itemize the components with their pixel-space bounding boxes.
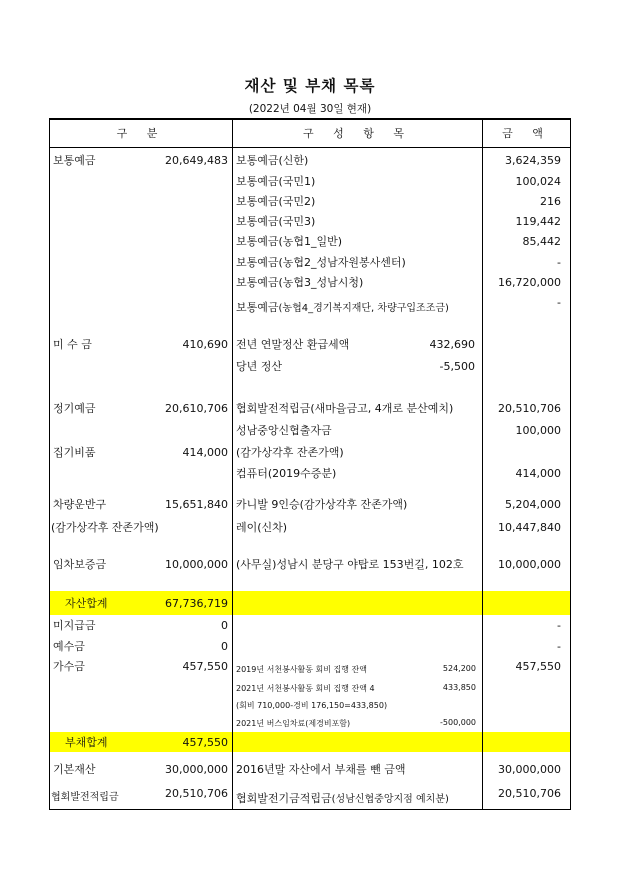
liability-total-label: 부채합계 bbox=[65, 736, 108, 749]
component-amount: 100,000 bbox=[515, 424, 561, 437]
component-name: 컴퓨터(2019수증분) bbox=[236, 467, 337, 480]
row-total-fixed-deposit: 20,610,706 bbox=[165, 402, 228, 415]
component-amount: 5,204,000 bbox=[505, 498, 561, 511]
row-label-vehicle: 차량운반구 bbox=[53, 498, 107, 511]
component-name: 성남중앙신협출자금 bbox=[236, 424, 332, 437]
component-amount: 20,510,706 bbox=[498, 402, 561, 415]
component-name bbox=[236, 787, 449, 806]
row-total-equipment: 414,000 bbox=[182, 446, 228, 459]
table-right-border bbox=[570, 118, 571, 810]
component-name: 카니발 9인승(감가상각후 잔존가액) bbox=[236, 498, 408, 511]
row-label-suspense: 가수금 bbox=[53, 660, 85, 673]
table-top-border bbox=[49, 118, 571, 120]
row-total-vehicle: 15,651,840 bbox=[165, 498, 228, 511]
component-name: (사무실)성남시 분당구 야탑로 153번길, 102호 bbox=[236, 558, 464, 571]
component-name: 보통예금(신한) bbox=[236, 154, 309, 167]
row-label-fixed-deposit: 정기예금 bbox=[53, 402, 96, 415]
component-amount: 216 bbox=[540, 195, 561, 208]
row-label-basic-equity: 기본재산 bbox=[53, 763, 96, 776]
component-name: 보통예금(국민2) bbox=[236, 195, 316, 208]
header-bottom-border bbox=[49, 147, 571, 148]
asset-total-value: 67,736,719 bbox=[165, 597, 228, 610]
component-name: 2021년 서천봉사활동 회비 집행 잔액 4 bbox=[236, 684, 375, 693]
row-label-deposit: 보통예금 bbox=[53, 154, 96, 167]
component-amount: 30,000,000 bbox=[498, 763, 561, 776]
component-subamount: -5,500 bbox=[439, 360, 475, 373]
row-total-development-fund: 20,510,706 bbox=[165, 787, 228, 800]
component-subamount: 433,850 bbox=[442, 683, 476, 692]
component-amount: - bbox=[557, 619, 561, 632]
component-subamount: -500,000 bbox=[440, 718, 476, 727]
row-total-suspense: 457,550 bbox=[182, 660, 228, 673]
component-subamount: 524,200 bbox=[442, 664, 476, 673]
asset-total-highlight bbox=[50, 591, 570, 615]
component-name: 보통예금(농협2_성남자원봉사센터) bbox=[236, 256, 406, 269]
header-amount: 금 액 bbox=[502, 127, 551, 140]
component-amount: - bbox=[557, 640, 561, 653]
row-total-payable: 0 bbox=[221, 619, 228, 632]
component-amount: 85,442 bbox=[522, 235, 561, 248]
component-amount: 3,624,359 bbox=[505, 154, 561, 167]
row-label-deposit-received: 예수금 bbox=[53, 640, 85, 653]
row-label-equipment: 집기비품 bbox=[53, 446, 96, 459]
row-label-receivable: 미 수 금 bbox=[53, 338, 92, 351]
liability-total-value: 457,550 bbox=[182, 736, 228, 749]
component-name: 당년 정산 bbox=[236, 360, 283, 373]
component-name: 2016년말 자산에서 부채를 뺀 금액 bbox=[236, 763, 406, 776]
component-name: 2021년 버스임차료(제경비포함) bbox=[236, 719, 351, 728]
component-name: (회비 710,000-경비 176,150=433,850) bbox=[236, 701, 388, 710]
asset-total-label: 자산합계 bbox=[65, 597, 108, 610]
component-name: 2019년 서천봉사활동 회비 집행 잔액 bbox=[236, 665, 367, 674]
component-amount: 100,024 bbox=[515, 175, 561, 188]
component-amount: - bbox=[557, 296, 561, 309]
page-subtitle: (2022년 04월 30일 현재) bbox=[248, 103, 372, 115]
page-title: 재산 및 부채 목록 bbox=[244, 77, 376, 95]
component-name-sub: (농협4_경기복지재단, 차량구입조조금) bbox=[278, 303, 449, 314]
component-amount: 16,720,000 bbox=[498, 276, 561, 289]
row-label-vehicle-note: (감가상각후 잔존가액) bbox=[51, 521, 159, 534]
component-amount: 119,442 bbox=[515, 215, 561, 228]
component-name: 전년 연말정산 환급세액 bbox=[236, 338, 350, 351]
component-name: 보통예금(국민1) bbox=[236, 175, 316, 188]
row-total-lease-deposit: 10,000,000 bbox=[165, 558, 228, 571]
component-name-main: 보통예금 bbox=[236, 301, 279, 314]
table-divider-1 bbox=[232, 118, 233, 810]
component-amount: 10,000,000 bbox=[498, 558, 561, 571]
header-category: 구 분 bbox=[116, 127, 166, 140]
row-label-payable: 미지급금 bbox=[53, 619, 96, 632]
liability-total-highlight bbox=[50, 732, 570, 752]
component-name: (감가상각후 잔존가액) bbox=[236, 446, 344, 459]
component-name: 레이(신차) bbox=[236, 521, 288, 534]
component-amount: - bbox=[557, 256, 561, 269]
component-amount: 10,447,840 bbox=[498, 521, 561, 534]
row-label-lease-deposit: 임차보증금 bbox=[53, 558, 107, 571]
component-subamount: 432,690 bbox=[429, 338, 475, 351]
table-left-border bbox=[49, 118, 50, 810]
row-total-deposit-received: 0 bbox=[221, 640, 228, 653]
header-components: 구 성 항 목 bbox=[303, 127, 412, 140]
row-total-deposit: 20,649,483 bbox=[165, 154, 228, 167]
row-total-receivable: 410,690 bbox=[182, 338, 228, 351]
component-amount: 414,000 bbox=[515, 467, 561, 480]
component-amount: 20,510,706 bbox=[498, 787, 561, 800]
component-name bbox=[236, 296, 449, 315]
row-total-basic-equity: 30,000,000 bbox=[165, 763, 228, 776]
component-name: 협회발전적립금(새마을금고, 4개로 분산예치) bbox=[236, 402, 454, 415]
component-name-sub: (성남신협중앙지점 예치분) bbox=[331, 794, 449, 805]
component-name: 보통예금(국민3) bbox=[236, 215, 316, 228]
component-name: 보통예금(농협3_성남시청) bbox=[236, 276, 364, 289]
row-label-development-fund: 협회발전적립금 bbox=[51, 792, 119, 803]
table-bottom-border bbox=[49, 809, 571, 810]
component-name: 보통예금(농협1_일반) bbox=[236, 235, 343, 248]
component-amount: 457,550 bbox=[515, 660, 561, 673]
component-name-main: 협회발전기금적립금 bbox=[236, 792, 332, 805]
